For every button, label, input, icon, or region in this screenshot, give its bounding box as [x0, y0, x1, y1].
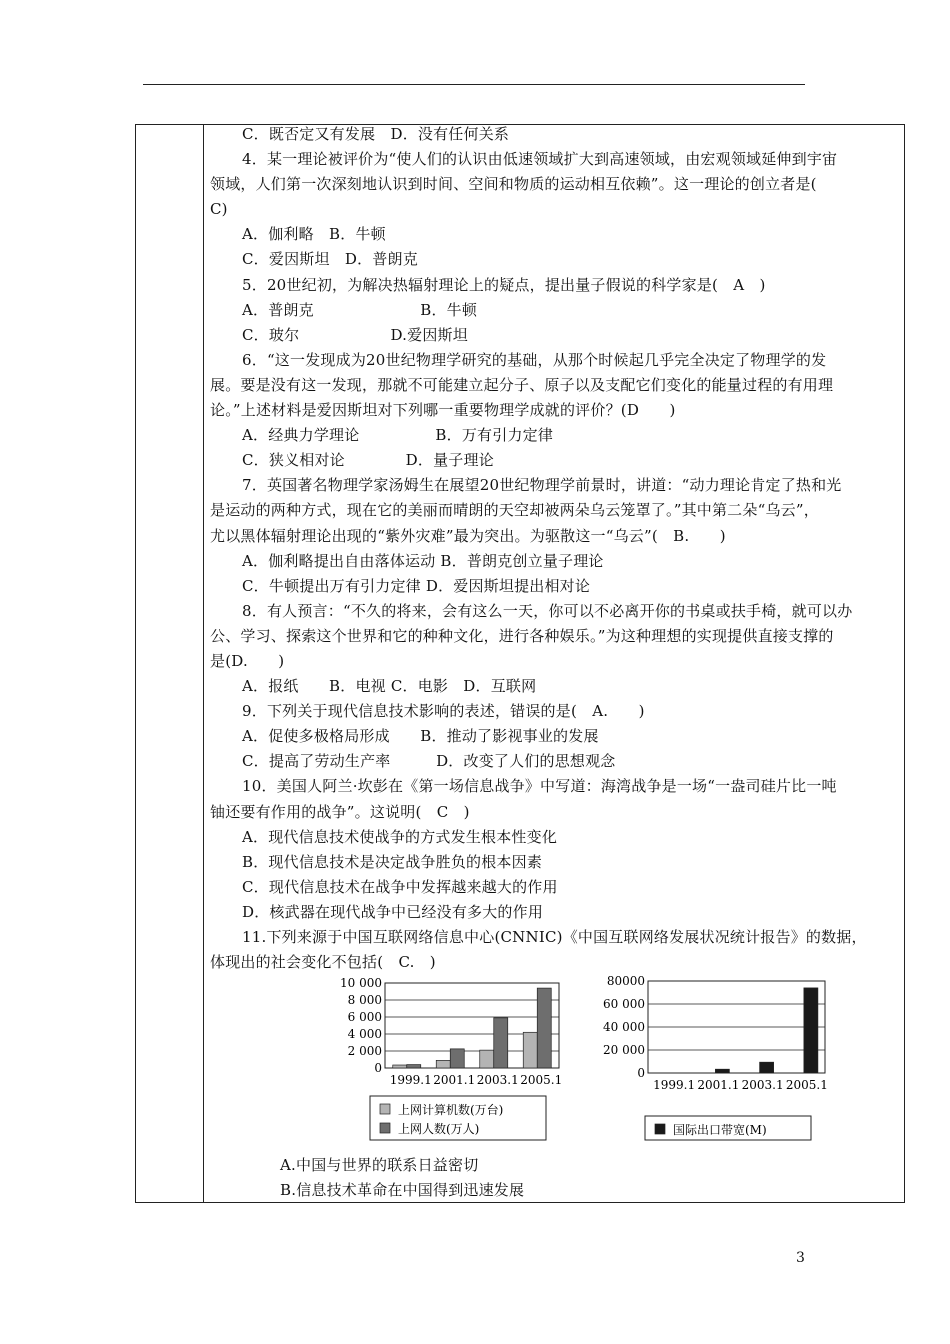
x-tick-label: 2001.1 — [433, 1073, 476, 1088]
text-line: B．现代信息技术是决定战争胜负的根本因素 — [242, 852, 543, 871]
text-line: 6．“这一发现成为20世纪物理学研究的基础，从那个时候起几乎完全决定了物理学的发 — [242, 350, 827, 369]
bar — [480, 1050, 494, 1068]
legend-swatch — [655, 1124, 665, 1134]
text-line: 展。要是没有这一发现，那就不可能建立起分子、原子以及支配它们变化的能量过程的有用理 — [210, 375, 834, 394]
bar — [450, 1049, 464, 1068]
bar — [804, 988, 818, 1073]
question-content — [210, 122, 900, 1203]
text-line: 公、学习、探索这个世界和它的种种文化，进行各种娱乐。”为这种理想的实现提供直接支撑的 — [210, 626, 834, 645]
legend-label: 上网人数(万人) — [398, 1122, 480, 1137]
text-line: C．现代信息技术在战争中发挥越来越大的作用 — [242, 877, 558, 896]
text-line: C．牛顿提出万有引力定律 D．爱因斯坦提出相对论 — [242, 576, 591, 595]
y-tick-label: 80000 — [606, 975, 645, 989]
x-tick-label: 2003.1 — [741, 1078, 784, 1093]
x-tick-label: 2005.1 — [520, 1073, 563, 1088]
text-line: C．玻尔 D.爱因斯坦 — [242, 325, 468, 344]
text-line: 7．英国著名物理学家汤姆生在展望20世纪物理学前景时，讲道：“动力理论肯定了热和光 — [242, 476, 842, 495]
text-line: 是(D. ) — [210, 651, 285, 670]
bar — [393, 1065, 407, 1068]
question-table — [135, 124, 905, 1203]
text-line: 领域，人们第一次深刻地认识到时间、空间和物质的运动相互依赖”。这一理论的创立者是( — [210, 175, 817, 194]
text-line: 10．美国人阿兰·坎彭在《第一场信息战争》中写道：海湾战争是一场“一盎司硅片比一吨 — [242, 777, 837, 796]
legend-label: 上网计算机数(万台) — [398, 1103, 504, 1118]
x-tick-label: 1999.1 — [389, 1073, 432, 1088]
text-line: 铀还要有作用的战争”。这说明( C ) — [210, 802, 470, 821]
y-tick-label: 0 — [637, 1066, 645, 1081]
question-lines — [210, 122, 900, 975]
bar — [523, 1032, 537, 1068]
text-line: 5．20世纪初，为解决热辐射理论上的疑点，提出量子假说的科学家是( A ) — [242, 275, 766, 294]
text-line: C．提高了劳动生产率 D．改变了人们的思想观念 — [242, 752, 616, 771]
text-line: A．报纸 B．电视 C．电影 D．互联网 — [242, 677, 537, 696]
y-tick-label: 0 — [374, 1061, 382, 1076]
text-line: C．狭义相对论 D．量子理论 — [242, 451, 494, 470]
text-line: D．核武器在现代战争中已经没有多大的作用 — [242, 902, 544, 921]
internet-users-chart — [325, 975, 575, 1153]
bar — [715, 1069, 729, 1073]
bar — [407, 1065, 421, 1068]
y-tick-label: 60 000 — [603, 997, 645, 1012]
text-line: 9．下列关于现代信息技术影响的表述，错误的是( A. ) — [242, 702, 645, 721]
text-line: 11.下列来源于中国互联网络信息中心(CNNIC)《中国互联网络发展状况统计报告》的数据， — [242, 928, 867, 946]
text-line: C．爱因斯坦 D．普朗克 — [242, 250, 418, 269]
text-line: 是运动的两种方式，现在它的美丽而晴朗的天空却被两朵乌云笼罩了。”其中第二朵“乌云”， — [210, 501, 819, 520]
header-rule — [143, 84, 805, 85]
text-line: 4．某一理论被评价为“使人们的认识由低速领域扩大到高速领域，由宏观领域延伸到宇宙 — [242, 150, 838, 169]
answer-options — [210, 1153, 900, 1203]
text-line: A．经典力学理论 B．万有引力定律 — [242, 426, 554, 445]
bar — [537, 988, 551, 1068]
page-number: 3 — [796, 1250, 805, 1266]
text-line: A．普朗克 B．牛顿 — [242, 300, 478, 319]
y-tick-label: 2 000 — [347, 1044, 382, 1059]
text-line: C) — [210, 200, 228, 219]
text-line: A．伽利略提出自由落体运动 B．普朗克创立量子理论 — [242, 551, 604, 570]
y-tick-label: 6 000 — [347, 1010, 382, 1025]
bandwidth-chart — [590, 975, 850, 1153]
table-column-divider — [203, 125, 204, 1202]
bar — [760, 1062, 774, 1073]
y-tick-label: 40 000 — [603, 1020, 645, 1035]
text-line: 尤以黑体辐射理论出现的“紫外灾难”最为突出。为驱散这一“乌云”( B. ) — [210, 526, 726, 545]
chart-area — [210, 975, 900, 1153]
text-line: 8．有人预言：“不久的将来，会有这么一天，你可以不必离开你的书桌或扶手椅，就可以办 — [242, 601, 853, 620]
y-tick-label: 20 000 — [603, 1043, 645, 1058]
x-tick-label: 2005.1 — [785, 1078, 828, 1093]
bar — [436, 1061, 450, 1069]
text-line: 论。”上述材料是爱因斯坦对下列哪一重要物理学成就的评价？(D ) — [210, 401, 676, 420]
legend-swatch — [380, 1104, 390, 1114]
text-line: B.信息技术革命在中国得到迅速发展 — [280, 1181, 525, 1200]
text-line: A．现代信息技术使战争的方式发生根本性变化 — [242, 827, 558, 846]
text-line: 体现出的社会变化不包括( C. ) — [210, 953, 436, 972]
x-tick-label: 2003.1 — [476, 1073, 519, 1088]
y-tick-label: 8 000 — [347, 993, 382, 1008]
text-line: C．既否定又有发展 D．没有任何关系 — [242, 125, 510, 143]
bar — [494, 1018, 508, 1068]
legend-label: 国际出口带宽(M) — [673, 1123, 767, 1138]
y-tick-label: 4 000 — [347, 1027, 382, 1042]
text-line: A．伽利略 B．牛顿 — [242, 225, 386, 244]
x-tick-label: 1999.1 — [653, 1078, 696, 1093]
text-line: A.中国与世界的联系日益密切 — [280, 1156, 479, 1175]
legend-swatch — [380, 1123, 390, 1133]
x-tick-label: 2001.1 — [697, 1078, 740, 1093]
y-tick-label: 10 000 — [340, 976, 382, 991]
text-line: A．促使多极格局形成 B．推动了影视事业的发展 — [242, 727, 599, 746]
